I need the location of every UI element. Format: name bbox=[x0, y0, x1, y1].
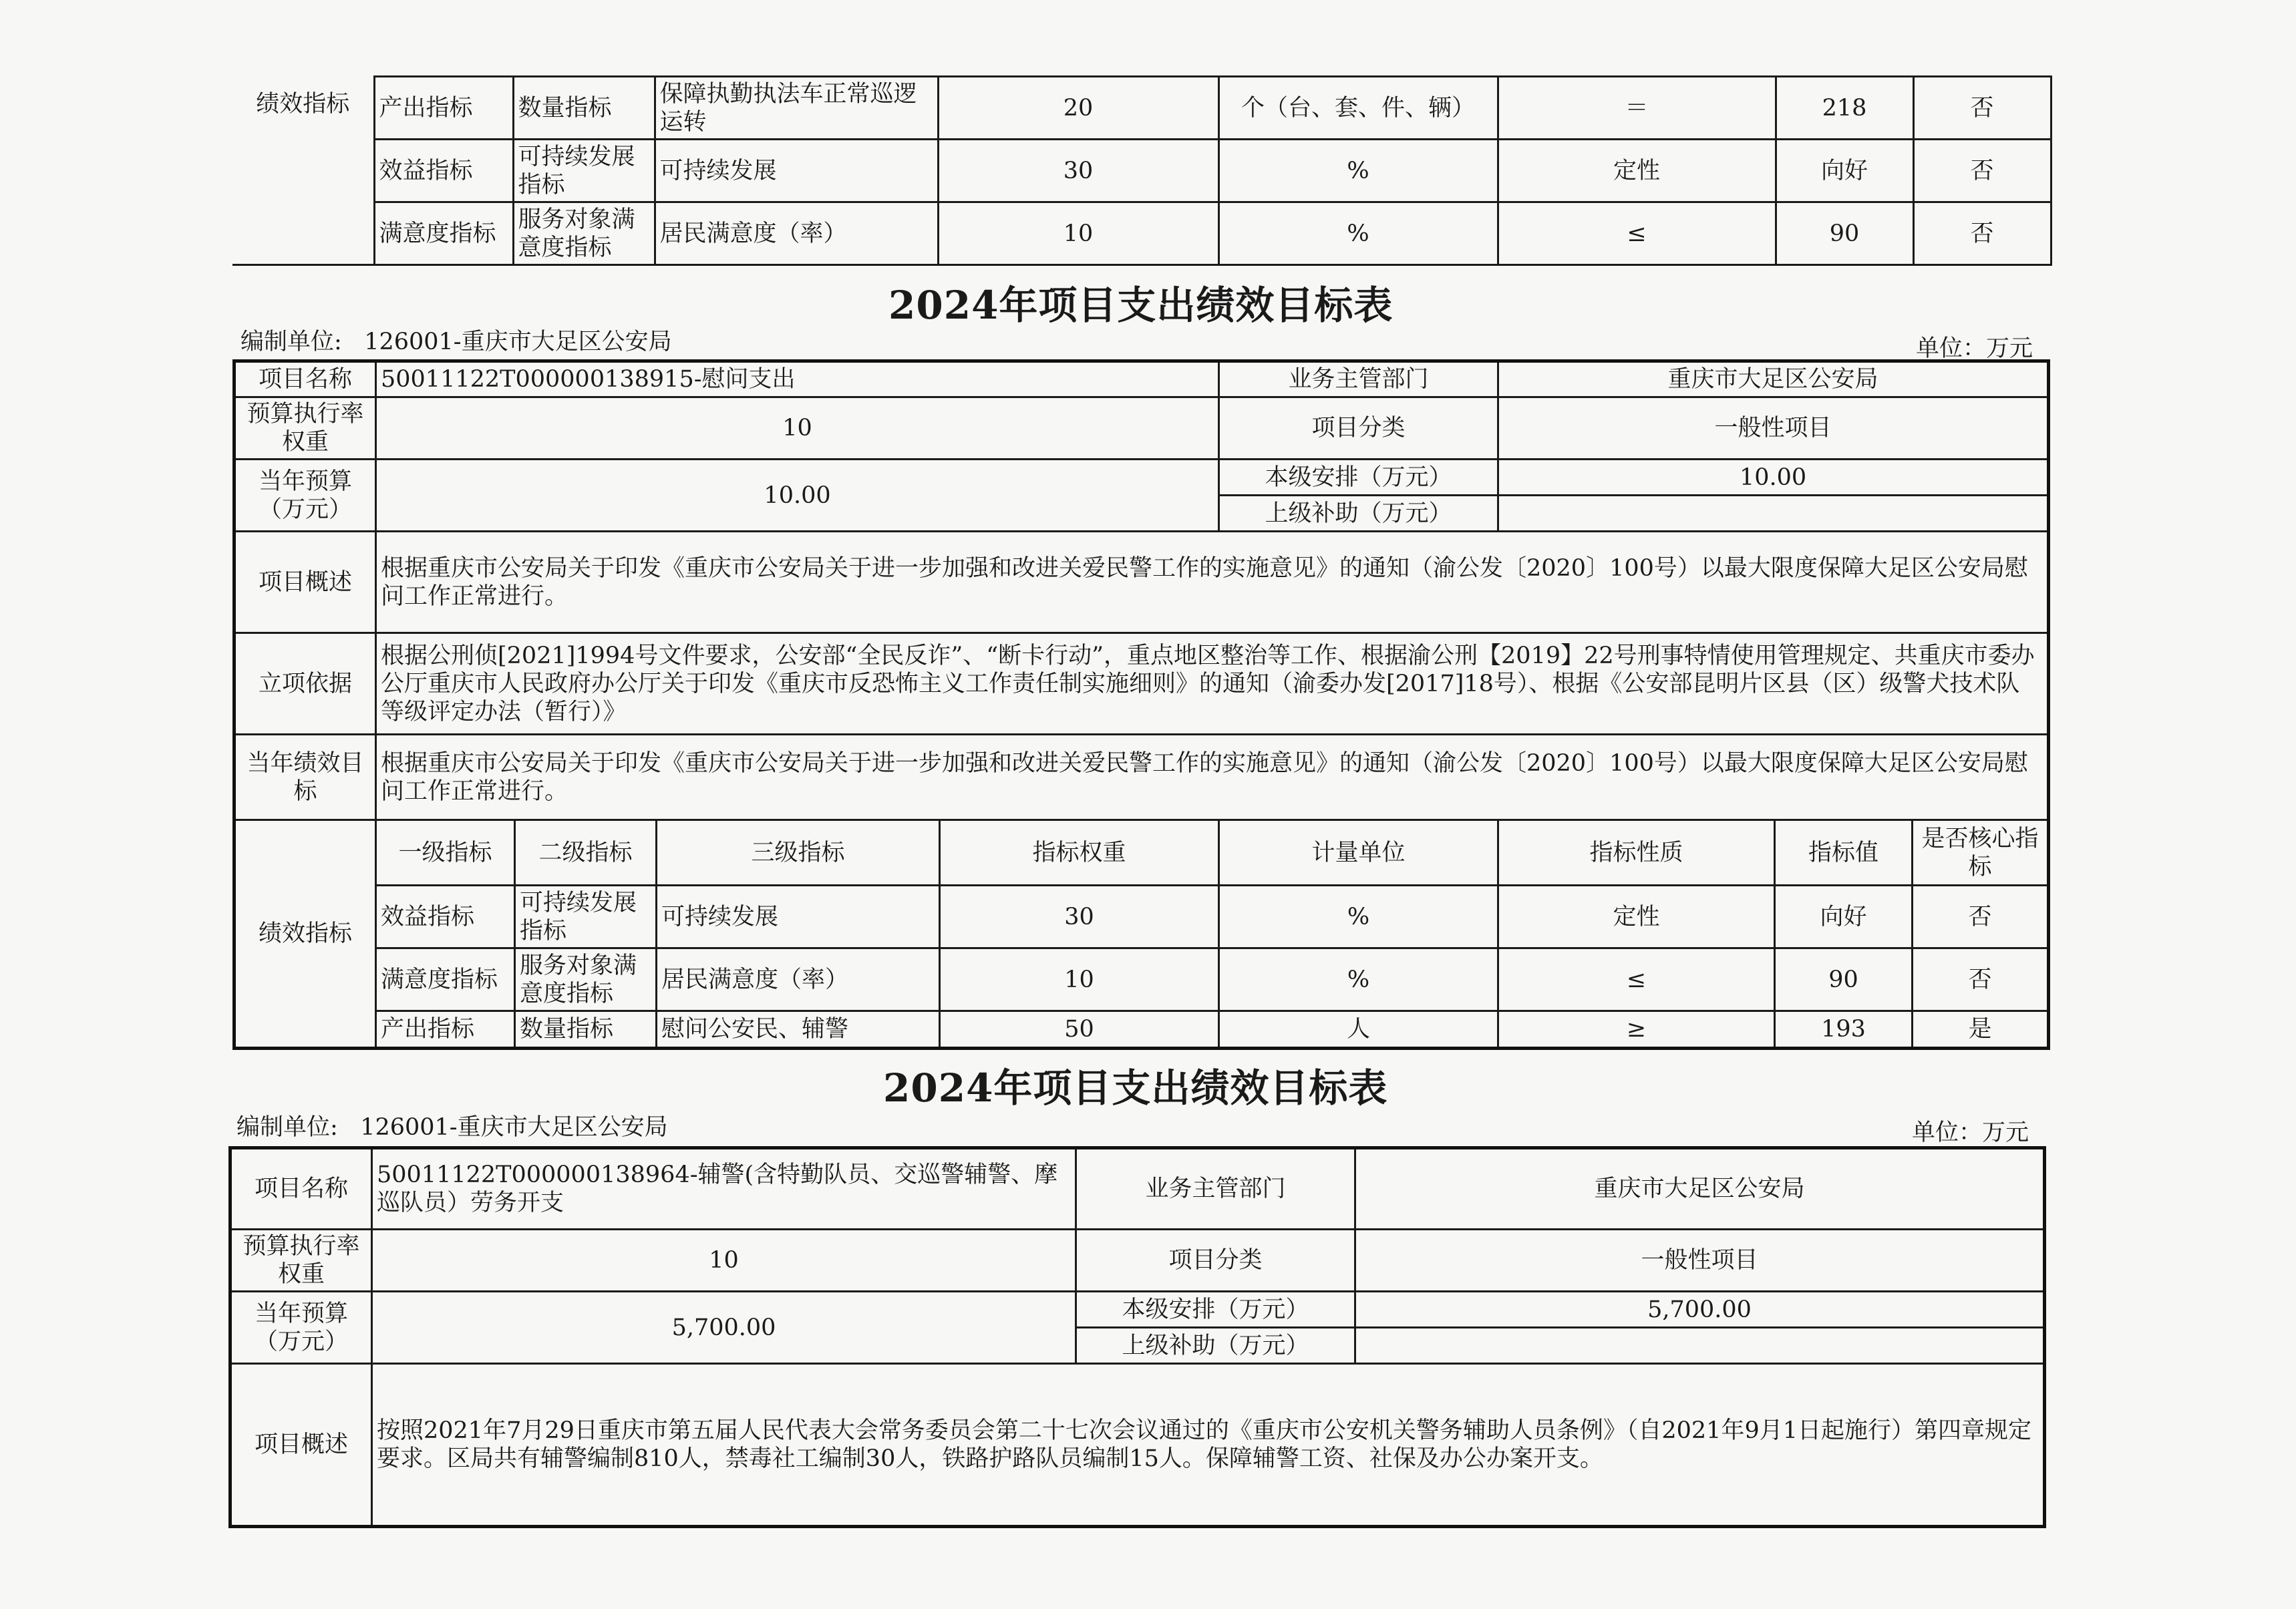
unit-cell: 个（台、套、件、辆） bbox=[1218, 77, 1498, 140]
upper-value bbox=[1498, 496, 2049, 532]
level1-cell: 满意度指标 bbox=[374, 202, 513, 265]
section-label: 绩效指标 bbox=[232, 77, 374, 265]
header-core: 是否核心指标 bbox=[1913, 820, 2049, 886]
value-cell: 向好 bbox=[1776, 140, 1913, 202]
section1-org bbox=[240, 323, 672, 357]
header-unit: 计量单位 bbox=[1219, 820, 1498, 886]
header-level2: 二级指标 bbox=[515, 820, 657, 886]
basis-text: 根据公刑侦[2021]1994号文件要求，公安部“全民反诈”、“断卡行动”，重点地区整治等工作、根据渝公刑【2019】22号刑事特情使用管理规定、共重庆市委办公厅重庆市人民政府办公厅关于印发《重庆市反恐怖主义工作责任制实施细则》的通知（渝委办发[2017]18号）、根据《公安部昆明片区县（区）级警犬技术队等级评定办法（暂行）》 bbox=[376, 633, 2049, 735]
level2-cell: 数量指标 bbox=[513, 77, 655, 140]
unit-cell: % bbox=[1218, 202, 1498, 265]
budget-value: 10.00 bbox=[376, 460, 1219, 532]
core-cell: 是 bbox=[1913, 1011, 2049, 1049]
section1-unit: 单位：万元 bbox=[1916, 335, 2033, 362]
project-name-label: 项目名称 bbox=[234, 361, 376, 397]
category-value: 一般性项目 bbox=[1355, 1230, 2045, 1292]
top-indicator-table bbox=[232, 75, 2052, 266]
local-label: 本级安排（万元） bbox=[1219, 460, 1498, 496]
overview-label: 项目概述 bbox=[234, 532, 376, 633]
level3-cell: 可持续发展 bbox=[655, 140, 938, 202]
nature-cell: ＝ bbox=[1498, 77, 1776, 140]
weight-cell: 50 bbox=[940, 1011, 1219, 1049]
category-label: 项目分类 bbox=[1219, 397, 1498, 460]
level2-cell: 可持续发展指标 bbox=[515, 886, 657, 948]
section1-title: 2024年项目支出绩效目标表 bbox=[888, 283, 1393, 328]
level2-cell: 服务对象满意度指标 bbox=[513, 202, 655, 265]
local-value: 10.00 bbox=[1498, 460, 2049, 496]
budget-value: 5,700.00 bbox=[372, 1292, 1076, 1364]
org-value: 126001-重庆市大足区公安局 bbox=[364, 329, 672, 355]
category-label: 项目分类 bbox=[1076, 1230, 1355, 1292]
org-value: 126001-重庆市大足区公安局 bbox=[360, 1114, 668, 1141]
header-nature: 指标性质 bbox=[1498, 820, 1775, 886]
level1-cell: 产出指标 bbox=[376, 1011, 515, 1049]
weight-label: 预算执行率权重 bbox=[230, 1230, 372, 1292]
dept-value: 重庆市大足区公安局 bbox=[1498, 361, 2049, 397]
weight-label: 预算执行率权重 bbox=[234, 397, 376, 460]
budget-label: 当年预算（万元） bbox=[230, 1292, 372, 1364]
level1-cell: 产出指标 bbox=[374, 77, 513, 140]
unit-cell: 人 bbox=[1219, 1011, 1498, 1049]
level2-cell: 可持续发展指标 bbox=[513, 140, 655, 202]
weight-cell: 10 bbox=[940, 948, 1219, 1011]
dept-label: 业务主管部门 bbox=[1076, 1148, 1355, 1230]
upper-value bbox=[1355, 1328, 2045, 1364]
weight-value: 10 bbox=[376, 397, 1219, 460]
level3-cell: 居民满意度（率） bbox=[657, 948, 940, 1011]
overview-label: 项目概述 bbox=[230, 1364, 372, 1527]
section2-org bbox=[236, 1109, 668, 1142]
value-cell: 向好 bbox=[1775, 886, 1913, 948]
level1-cell: 满意度指标 bbox=[376, 948, 515, 1011]
dept-value: 重庆市大足区公安局 bbox=[1355, 1148, 2045, 1230]
category-value: 一般性项目 bbox=[1498, 397, 2049, 460]
level2-cell: 服务对象满意度指标 bbox=[515, 948, 657, 1011]
upper-label: 上级补助（万元） bbox=[1076, 1328, 1355, 1364]
level3-cell: 居民满意度（率） bbox=[655, 202, 938, 265]
project-name-value: 50011122T000000138964-辅警(含特勤队员、交巡警辅警、摩巡队员）劳务开支 bbox=[372, 1148, 1076, 1230]
goal-text: 根据重庆市公安局关于印发《重庆市公安局关于进一步加强和改进关爱民警工作的实施意见》的通知（渝公发〔2020〕100号）以最大限度保障大足区公安局慰问工作正常进行。 bbox=[376, 735, 2049, 820]
level3-cell: 可持续发展 bbox=[657, 886, 940, 948]
nature-cell: ≤ bbox=[1498, 948, 1775, 1011]
org-label: 编制单位: bbox=[236, 1114, 338, 1141]
weight-value: 10 bbox=[372, 1230, 1076, 1292]
level1-cell: 效益指标 bbox=[376, 886, 515, 948]
level1-cell: 效益指标 bbox=[374, 140, 513, 202]
budget-label: 当年预算（万元） bbox=[234, 460, 376, 532]
unit-cell: % bbox=[1219, 948, 1498, 1011]
level3-cell: 慰问公安民、辅警 bbox=[657, 1011, 940, 1049]
header-level3: 三级指标 bbox=[657, 820, 940, 886]
weight-cell: 30 bbox=[938, 140, 1218, 202]
unit-cell: % bbox=[1218, 140, 1498, 202]
overview-text: 根据重庆市公安局关于印发《重庆市公安局关于进一步加强和改进关爱民警工作的实施意见》的通知（渝公发〔2020〕100号）以最大限度保障大足区公安局慰问工作正常进行。 bbox=[376, 532, 2049, 633]
header-level1: 一级指标 bbox=[376, 820, 515, 886]
section1-table bbox=[232, 359, 2050, 1050]
core-cell: 否 bbox=[1913, 202, 2051, 265]
project-name-label: 项目名称 bbox=[230, 1148, 372, 1230]
nature-cell: 定性 bbox=[1498, 140, 1776, 202]
core-cell: 否 bbox=[1913, 886, 2049, 948]
local-value: 5,700.00 bbox=[1355, 1292, 2045, 1328]
weight-cell: 10 bbox=[938, 202, 1218, 265]
core-cell: 否 bbox=[1913, 140, 2051, 202]
nature-cell: 定性 bbox=[1498, 886, 1775, 948]
value-cell: 90 bbox=[1776, 202, 1913, 265]
section2-table bbox=[228, 1146, 2046, 1528]
level2-cell: 数量指标 bbox=[515, 1011, 657, 1049]
perf-label: 绩效指标 bbox=[234, 820, 376, 1049]
project-name-value: 50011122T000000138915-慰问支出 bbox=[376, 361, 1219, 397]
section2-title: 2024年项目支出绩效目标表 bbox=[883, 1065, 1388, 1111]
unit-cell: % bbox=[1219, 886, 1498, 948]
header-weight: 指标权重 bbox=[940, 820, 1219, 886]
nature-cell: ≥ bbox=[1498, 1011, 1775, 1049]
nature-cell: ≤ bbox=[1498, 202, 1776, 265]
value-cell: 90 bbox=[1775, 948, 1913, 1011]
core-cell: 否 bbox=[1913, 77, 2051, 140]
value-cell: 218 bbox=[1776, 77, 1913, 140]
value-cell: 193 bbox=[1775, 1011, 1913, 1049]
core-cell: 否 bbox=[1913, 948, 2049, 1011]
weight-cell: 20 bbox=[938, 77, 1218, 140]
header-value: 指标值 bbox=[1775, 820, 1913, 886]
section2-unit: 单位：万元 bbox=[1912, 1119, 2029, 1146]
basis-label: 立项依据 bbox=[234, 633, 376, 735]
overview-text: 按照2021年7月29日重庆市第五届人民代表大会常务委员会第二十七次会议通过的《重庆市公安机关警务辅助人员条例》（自2021年9月1日起施行）第四章规定要求。区局共有辅警编制810人，禁毒社工编制30人，铁路护路队员编制15人。保障辅警工资、社保及办公办案开支。 bbox=[372, 1364, 2045, 1527]
dept-label: 业务主管部门 bbox=[1219, 361, 1498, 397]
goal-label: 当年绩效目标 bbox=[234, 735, 376, 820]
org-label: 编制单位: bbox=[240, 329, 342, 355]
level3-cell: 保障执勤执法车正常巡逻运转 bbox=[655, 77, 938, 140]
upper-label: 上级补助（万元） bbox=[1219, 496, 1498, 532]
local-label: 本级安排（万元） bbox=[1076, 1292, 1355, 1328]
weight-cell: 30 bbox=[940, 886, 1219, 948]
